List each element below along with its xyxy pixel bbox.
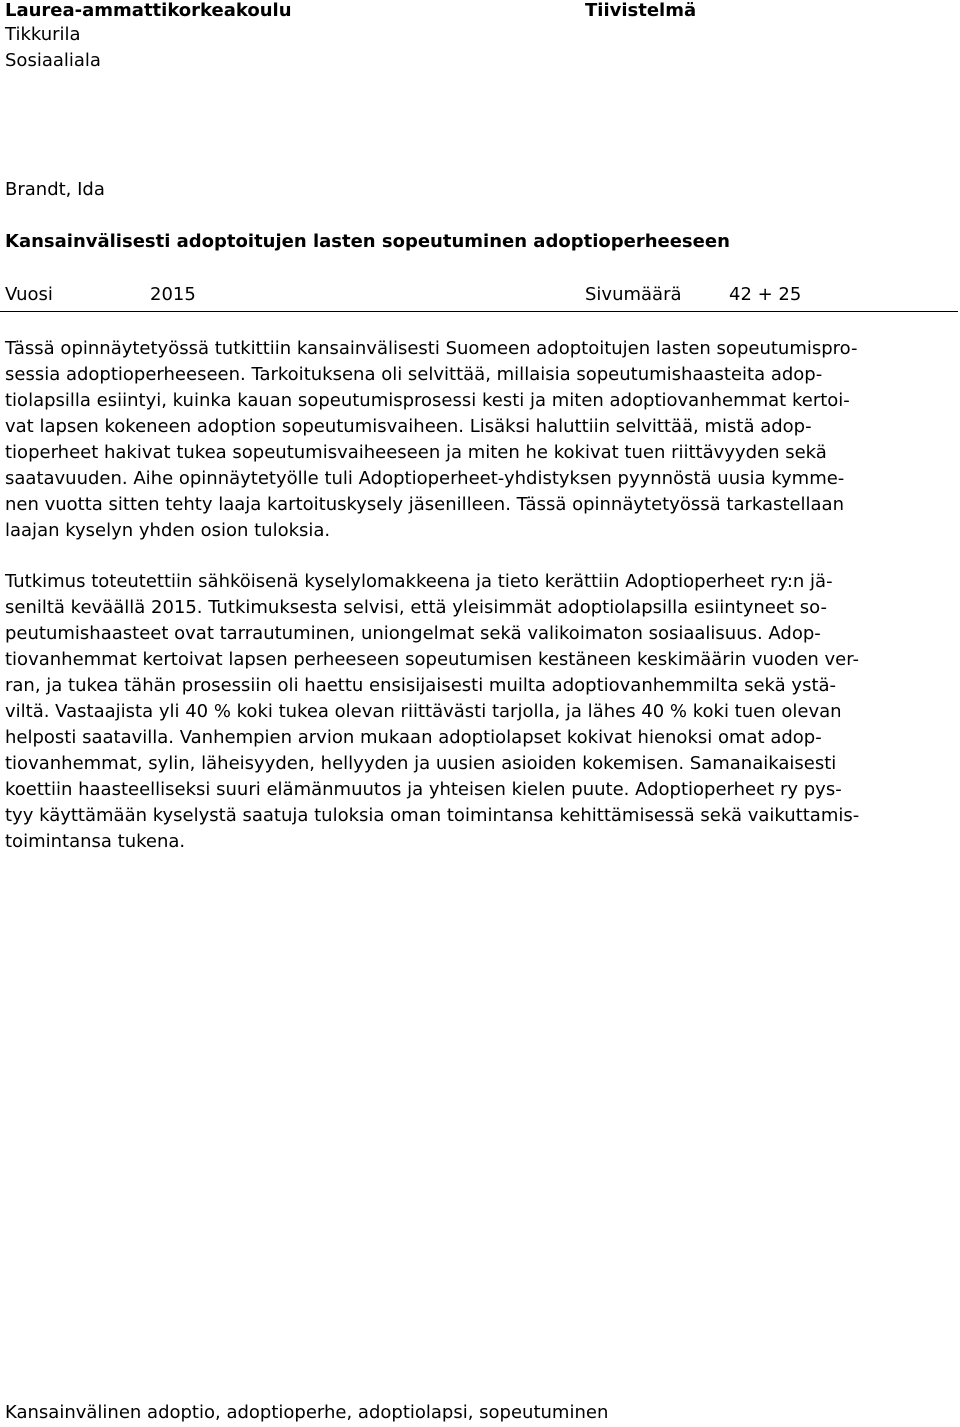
divider-line (0, 311, 958, 312)
thesis-title: Kansainvälisesti adoptoitujen lasten sopeutuminen adoptioperheeseen (5, 231, 730, 252)
year-value: 2015 (150, 284, 196, 305)
keywords: Kansainvälinen adoptio, adoptioperhe, adoptiolapsi, sopeutuminen (5, 1402, 609, 1423)
page-count-value: 42 + 25 (729, 284, 802, 305)
page-count-label: Sivumäärä (585, 284, 682, 305)
abstract-paragraph-2: Tutkimus toteutettiin sähköisenä kyselylomakkeena ja tieto kerättiin Adoptioperheet ry:n jä- seniltä keväällä 2015. Tutkimuksesta selvisi, että yleisimmät adoptiolapsilla esiintyneet so- peutumishaasteet ovat tarrautuminen, uniongelmat sekä valikoimaton sosiaalisuus. Adop- tiovanhemmat kertoivat lapsen perheeseen sopeutumisen kestäneen keskimäärin vuoden ver- ran, ja tukea tähän prosessiin oli haettu ensisijaisesti muilta adoptiovanhemmilta sekä ystä- viltä. Vastaajista yli 40 % koki tukea olevan riittävästi tarjolla, ja lähes 40 % koki tuen olevan helposti saatavilla. Vanhempien arvion mukaan adoptiolapset kokivat hienoksi omat adop- tiovanhemmat, sylin, läheisyyden, hellyyden ja uusien asioiden kokemisen. Samanaikaisesti koettiin haasteelliseksi suuri elämänmuutos ja yhteisen kielen puute. Adoptioperheet ry pys- tyy käyttämään kyselystä saatuja tuloksia oman toimintansa kehittämisessä sekä vaikuttamis- toimintansa tukena. (5, 571, 860, 852)
campus-name: Tikkurila (5, 24, 81, 45)
abstract-paragraph-1: Tässä opinnäytetyössä tutkittiin kansainvälisesti Suomeen adoptoitujen lasten sopeutumispro- sessia adoptioperheeseen. Tarkoituksena oli selvittää, millaisia sopeutumishaasteita adop- tiolapsilla esiintyi, kuinka kauan sopeutumisprosessi kesti ja miten adoptiovanhemmat kertoi- vat lapsen kokeneen adoption sopeutumisvaiheen. Lisäksi haluttiin selvittää, mistä adop- tioperheet hakivat tukea sopeutumisvaiheeseen ja miten he kokivat tuen riittävyyden sekä saatavuuden. Aihe opinnäytetyölle tuli Adoptioperheet-yhdistyksen pyynnöstä uusia kymme- nen vuotta sitten tehty laaja kartoituskysely jäsenilleen. Tässä opinnäytetyössä tarkastellaan laajan kyselyn yhden osion tuloksia. (5, 338, 858, 541)
field-of-study: Sosiaaliala (5, 50, 101, 71)
institution-name: Laurea-ammattikorkeakoulu (5, 0, 292, 21)
author-name: Brandt, Ida (5, 179, 105, 200)
document-type: Tiivistelmä (585, 0, 697, 21)
year-label: Vuosi (5, 284, 53, 305)
